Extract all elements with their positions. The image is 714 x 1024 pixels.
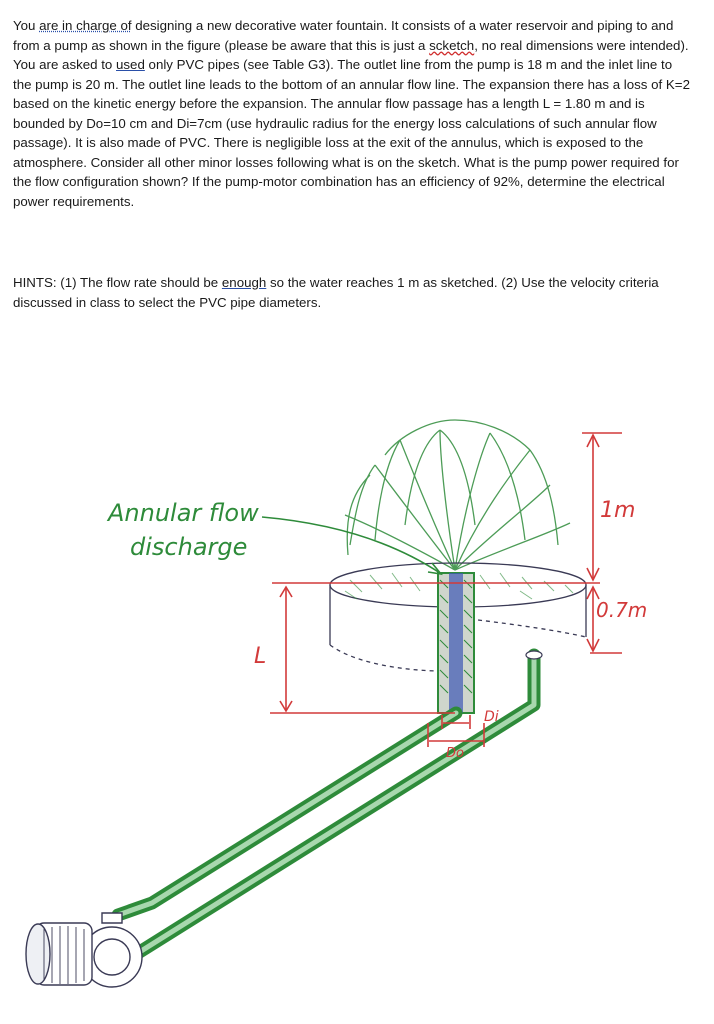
problem-statement [13, 16, 693, 211]
length-label: L [254, 644, 267, 669]
problem-text: You [13, 18, 40, 33]
problem-text: designing a new decorative water fountain. It consists of a water reservoir and piping to and from a pump as shown in the figure (please be aware that this is just a [13, 18, 674, 53]
problem-text: only PVC pipes (see Table G3). The outlet line from the pump is 18 m and the inlet line to the pump is 20 m. The outlet line leads to the bottom of an annular flow line. The expansion there has a loss of K=2 based on the kinetic energy before the expansion. The annular flow passage has a length L = 1.80 m and is bounded by Do=10 cm and Di=7cm (use hydraulic radius for the energy loss calculations of such annular flow passage). It is also made of PVC. There is negligible loss at the exit of the annulus, which is exposed to the atmosphere. Consider all other minor losses following what is on the sketch. What is the pump power required for the flow configuration shown? If the pump-motor combination has an efficiency of 92%, determine the electrical power requirements. [13, 57, 690, 209]
pump [26, 913, 142, 987]
problem-text-grammar-flag: are in charge of [39, 18, 132, 33]
problem-text-grammar-flag: used [116, 57, 145, 72]
annular-column [438, 573, 474, 713]
hints-text-grammar-flag: enough [221, 275, 267, 290]
hints-text: so the water reaches 1 m as sketched. (2) Use the velocity criteria discussed in class to select the PVC pipe diameters. [13, 275, 659, 310]
fountain-sketch [0, 405, 714, 1024]
annotation-arrowhead [428, 563, 441, 574]
basin-height-label: 0.7m [596, 598, 648, 622]
inner-diameter-label: Di [484, 709, 499, 725]
outer-diameter-label: Do [446, 746, 464, 761]
annular-flow-label: Annular flow [108, 499, 259, 527]
pipe-system [118, 651, 542, 963]
problem-text: , no real dimensions were intended). You are asked to [13, 37, 689, 72]
discharge-label: discharge [130, 533, 248, 561]
water-spray [345, 420, 570, 570]
problem-text-spelling-flag: scketch [429, 37, 475, 53]
hints-text: HINTS: (1) The flow rate should be [13, 275, 222, 290]
spray-height-label: 1m [600, 498, 636, 523]
hints-paragraph [13, 273, 693, 312]
